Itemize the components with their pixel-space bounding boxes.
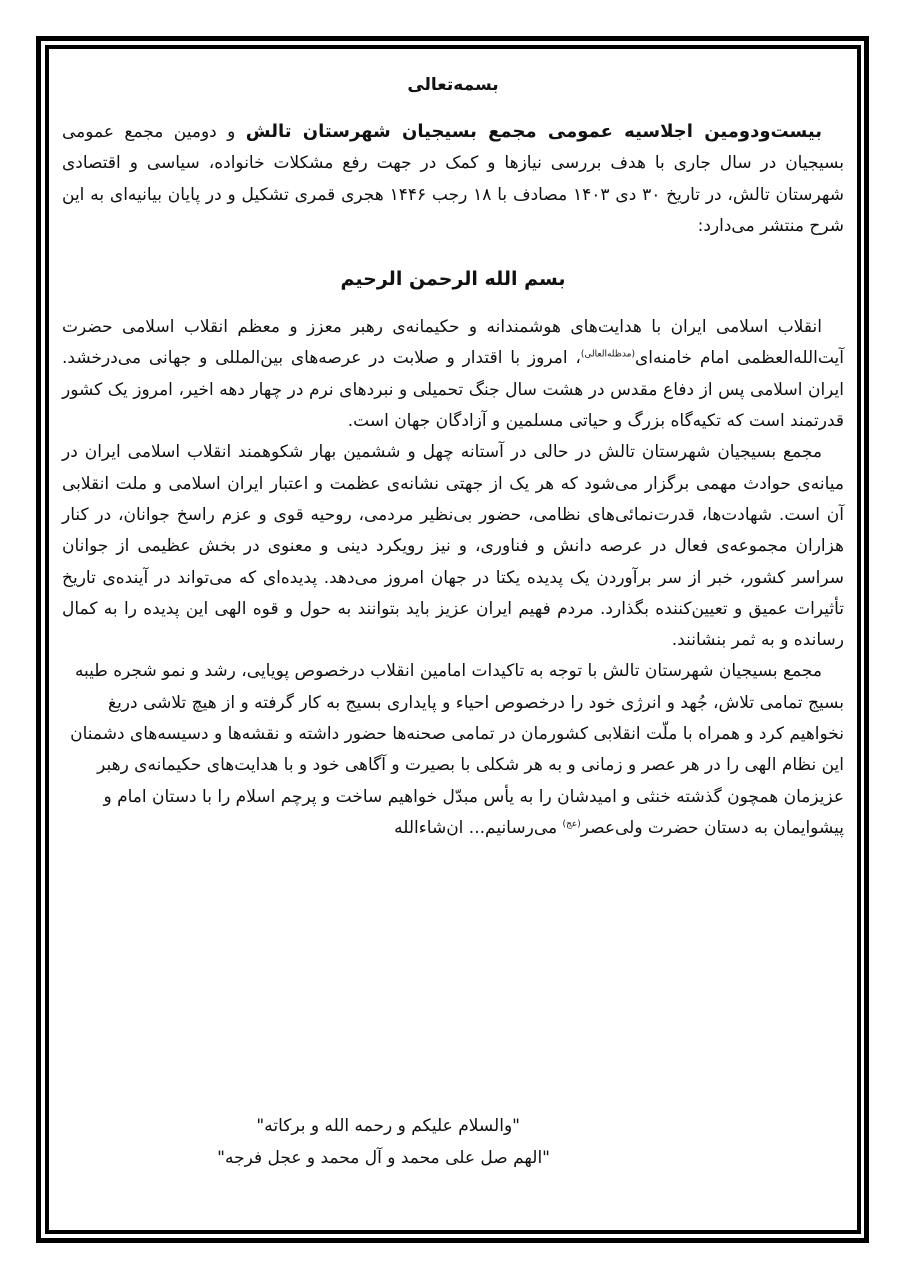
basmala-heading: بسم الله الرحمن الرحیم (340, 268, 566, 291)
closing-line-2: "الهم صل علی محمد و آل محمد و عجل فرجه" (217, 1148, 550, 1168)
closing-salutation (120, 1110, 550, 1174)
intro-bold-title: بیست‌ودومین اجلاسیه عمومی مجمع بسیجیان شهرستان تالش (245, 121, 822, 142)
invocation-heading: بسمه‌تعالی (407, 75, 499, 95)
paragraph-3-text-b: می‌رسانیم... ان‌شاءالله (394, 817, 563, 838)
intro-text: و دومین مجمع عمومی بسیجیان در سال جاری با هدف بررسی نیازها و کمک در جهت رفع مشکلات خانواده، سیاسی و اقتصادی شهرستان تالش، در تاریخ ۳۰ دی ۱۴۰۳ مصادف با ۱۸ رجب ۱۴۴۶ هجری قمری تشکیل و در پایان بیانیه‌ای به این شرح منتشر می‌دارد: (62, 122, 845, 236)
honorific-superscript: (مدظله‌العالی) (580, 349, 635, 360)
statement-body (62, 70, 844, 844)
honorific-superscript-2: (عج) (562, 819, 581, 830)
paragraph-1 (62, 312, 844, 437)
paragraph-3-text-a: مجمع بسیجیان شهرستان تالش با توجه به تاکیدات امامین انقلاب درخصوص پویایی، رشد و نمو شجره طیبه بسیج تمامی تلاش، جُهد و انرژی خود را درخصوص احیاء و پایداری بسیج به کار گرفته و از هیچ تلاشی دریغ نخواهیم کرد و همراه با ملّت انقلابی کشورمان در تمامی صحنه‌ها حضور داشته و نقشه‌ها و دسیسه‌های دشمنان این نظام الهی را در هر عصر و زمانی و به هر شکلی با بصیرت و آگاهی خود و با هدایت‌های حکیمانه‌ی رهبر عزیزمان همچون گذشته خنثی و امیدشان را به یأس مبدّل خواهیم ساخت و پرچم اسلام را با دستان امام و پیشوایمان به دستان حضرت ولی‌عصر (70, 661, 844, 838)
paragraph-1-text-b: ، امروز با اقتدار و صلابت در عرصه‌های بین‌المللی و جهانی می‌درخشد. ایران اسلامی پس از دفاع مقدس در هشت سال جنگ تحمیلی و نبردهای نرم در چهار دهه اخیر، امروز یک کشور قدرتمند است که تکیه‌گاه بزرگ و حیاتی مسلمین و آزادگان جهان است. (62, 348, 844, 432)
intro-paragraph (62, 116, 844, 242)
paragraph-3 (62, 656, 844, 844)
paragraph-2: مجمع بسیجیان شهرستان تالش در حالی در آستانه چهل و ششمین بهار شکوهمند انقلاب اسلامی ایران در میانه‌ی حوادث مهمی برگزار می‌شود که هر یک از جهتی نشانه‌ی عظمت و اعتبار ایران اسلامی و ملت انقلابی آن است. شهادت‌ها، قدرت‌نمائی‌های نظامی، حضور بی‌نظیر مردمی، روحیه قوی و عزم راسخ جوانان، در کنار هزاران مجموعه‌ی فعال در عرصه دانش و فناوری، و نیز رویکرد دینی و معنوی در بخش عظیمی از جوانان سراسر کشور، خبر از سر برآوردن یک پدیده یکتا در جهان امروز می‌دهد. پدیده‌ای که می‌تواند در آینده‌ی تاریخ تأثیرات عمیق و تعیین‌کننده بگذارد. مردم فهیم ایران عزیز باید بتوانند به حول و قوه الهی این پدیده را به کمال رسانده و به ثمر بنشانند. (62, 442, 844, 651)
paragraph-1-text-a: انقلاب اسلامی ایران با هدایت‌های هوشمندانه و حکیمانه‌ی رهبر معزز و معظم انقلاب اسلامی حضرت آیت‌الله‌العظمی امام خامنه‌ای (62, 317, 845, 369)
closing-line-1: "والسلام علیکم و رحمه الله و برکاته" (256, 1116, 520, 1136)
